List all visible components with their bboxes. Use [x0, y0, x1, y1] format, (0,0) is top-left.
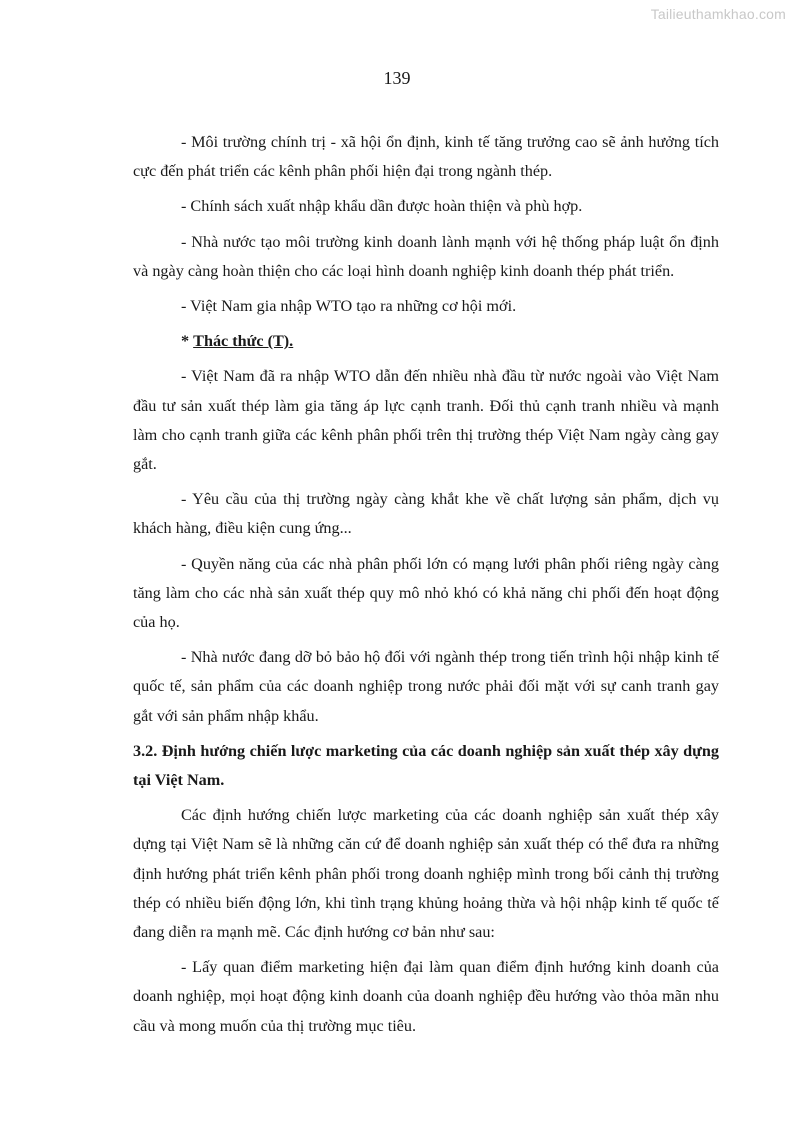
- paragraph: - Yêu cầu của thị trường ngày càng khắt khe về chất lượng sản phẩm, dịch vụ khách hàng, điều kiện cung ứng...: [133, 490, 719, 538]
- watermark: Tailieuthamkhao.com: [650, 6, 786, 22]
- section-heading: 3.2. Định hướng chiến lược marketing của các doanh nghiệp sản xuất thép xây dựng tại Việt Nam.: [133, 741, 719, 790]
- paragraph: - Việt Nam gia nhập WTO tạo ra những cơ hội mới.: [181, 297, 517, 316]
- threats-heading-prefix: *: [181, 332, 194, 351]
- paragraph: Các định hướng chiến lược marketing của các doanh nghiệp sản xuất thép xây dựng tại Việt Nam sẽ là những căn cứ để doanh nghiệp sản xuất thép có thể đưa ra những định hướng phát triển kênh phân phối trong doanh nghiệp mình trong bối cảnh thị trường thép có nhiều biến động lớn, khi tình trạng khủng hoảng thừa và hội nhập kinh tế quốc tế đang diễn ra mạnh mẽ. Các định hướng cơ bản như sau:: [133, 806, 719, 942]
- paragraph: - Môi trường chính trị - xã hội ổn định, kinh tế tăng trưởng cao sẽ ảnh hưởng tích cực đến phát triển các kênh phân phối hiện đại trong ngành thép.: [133, 133, 719, 181]
- paragraph: - Nhà nước tạo môi trường kinh doanh lành mạnh với hệ thống pháp luật ổn định và ngày càng hoàn thiện cho các loại hình doanh nghiệp kinh doanh thép phát triển.: [133, 232, 719, 280]
- paragraph: - Chính sách xuất nhập khẩu dần được hoàn thiện và phù hợp.: [181, 197, 583, 216]
- threats-heading: [133, 327, 719, 356]
- document-body: [133, 128, 719, 1047]
- threats-heading-label: Thác thức (T).: [193, 332, 294, 351]
- page-number: 139: [383, 68, 411, 88]
- paragraph: - Lấy quan điểm marketing hiện đại làm quan điểm định hướng kinh doanh của doanh nghiệp, mọi hoạt động kinh doanh của doanh nghiệp đều hướng vào thỏa mãn nhu cầu và mong muốn của thị trường mục tiêu.: [133, 958, 719, 1035]
- paragraph: - Quyền năng của các nhà phân phối lớn có mạng lưới phân phối riêng ngày càng tăng làm cho các nhà sản xuất thép quy mô nhỏ khó có khả năng chi phối đến hoạt động của họ.: [133, 554, 719, 632]
- paragraph: - Nhà nước đang dỡ bỏ bảo hộ đối với ngành thép trong tiến trình hội nhập kinh tế quốc tế, sản phẩm của các doanh nghiệp trong nước phải đối mặt với sự canh tranh gay gắt với sản phẩm nhập khẩu.: [133, 648, 719, 725]
- paragraph: - Việt Nam đã ra nhập WTO dẫn đến nhiều nhà đầu từ nước ngoài vào Việt Nam đầu tư sản xuất thép làm gia tăng áp lực cạnh tranh. Đối thủ cạnh tranh nhiều và mạnh làm cho cạnh tranh giữa các kênh phân phối trên thị trường thép Việt Nam ngày càng gay gắt.: [133, 367, 719, 474]
